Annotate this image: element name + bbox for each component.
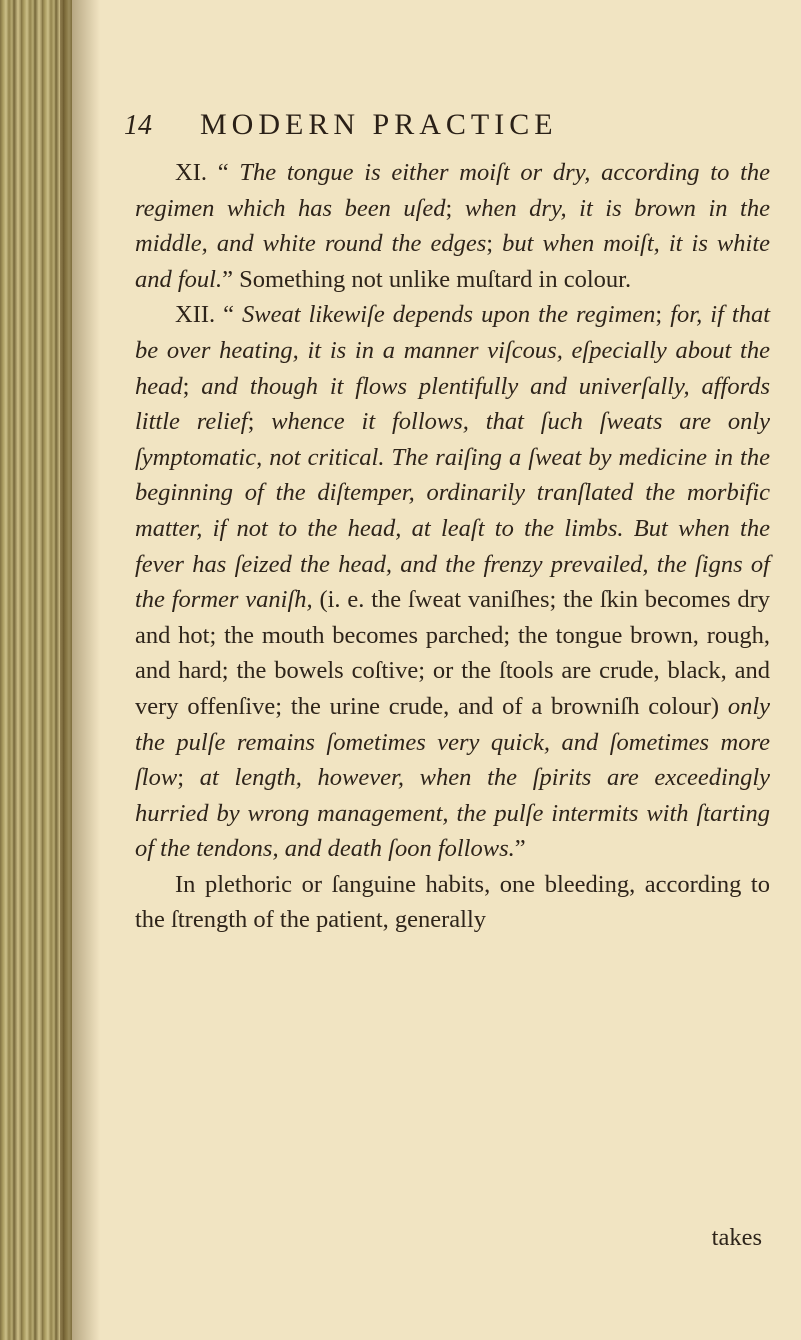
italic-text: for, if that be over heating, it is in a manner viſcous, eſpecially about the head [135,301,771,400]
italic-text: at length, however, when the ſpirits are exceedingly hurried by wrong management, the pulſe intermits with ſtarting of the tendons, and death ſoon follows. [135,764,770,863]
italic-text: only the pulſe remains ſometimes very quick, and ſometimes more ſlow [135,692,770,792]
roman-text: (i. e. the ſweat vaniſhes; the ſkin becomes dry and hot; the mouth becomes parched; the tongue brown, rough, and hard; the bowels coſtive; or the ſtools are crude, black, and very offenſive; the urine crude, and of a browniſh colour) [135,586,770,720]
italic-text: but when moiſt, it is white and foul. [135,230,771,293]
close-quote: ” [514,835,526,863]
italic-text: Sweat likewiſe depends upon the regimen [242,301,656,329]
book-page [100,0,790,1340]
running-title: MODERN PRACTICE [200,108,558,141]
roman-text: Something not unlike muſtard in colour. [233,265,632,293]
paragraph-number: XI. [175,159,207,186]
separator: ; [247,408,272,436]
catchword: takes [711,1224,762,1251]
separator: ; [486,230,503,258]
gutter-shadow [60,0,100,1340]
open-quote: “ [206,159,240,186]
open-quote: “ [215,301,243,329]
page-number: 14 [124,110,152,141]
separator: ; [177,764,200,792]
italic-text: whence it follows, that ſuch ſweats are only ſymptomatic, not critical. The raiſing a ſweat by medicine in the beginning of the diſtemper, ordinarily tranſlated the morbific matter, if not to the head, at leaſt to the limbs. But when the fever has ſeized the head, and the frenzy prevailed, the ſigns of the former vaniſh, [135,408,771,614]
italic-text: and though it flows plentifully and univerſally, affords little relief [135,372,770,436]
separator: ; [445,194,465,222]
italic-text: when dry, it is brown in the middle, and white round the edges [135,194,770,258]
close-quote: ” [222,265,233,293]
paragraph-number: XII. [175,301,216,329]
paragraph-plethoric: In plethoric or ſanguine habits, one bleeding, according to the ſtrength of the patient, generally [135,870,770,934]
paragraph-xii [135,297,770,867]
separator: ; [655,301,671,329]
paragraph-xi [135,155,770,297]
italic-text: The tongue is either moiſt or dry, according to the regimen which has been uſed [135,159,771,222]
body-text [135,155,770,938]
separator: ; [182,372,202,400]
page-header [124,108,784,148]
